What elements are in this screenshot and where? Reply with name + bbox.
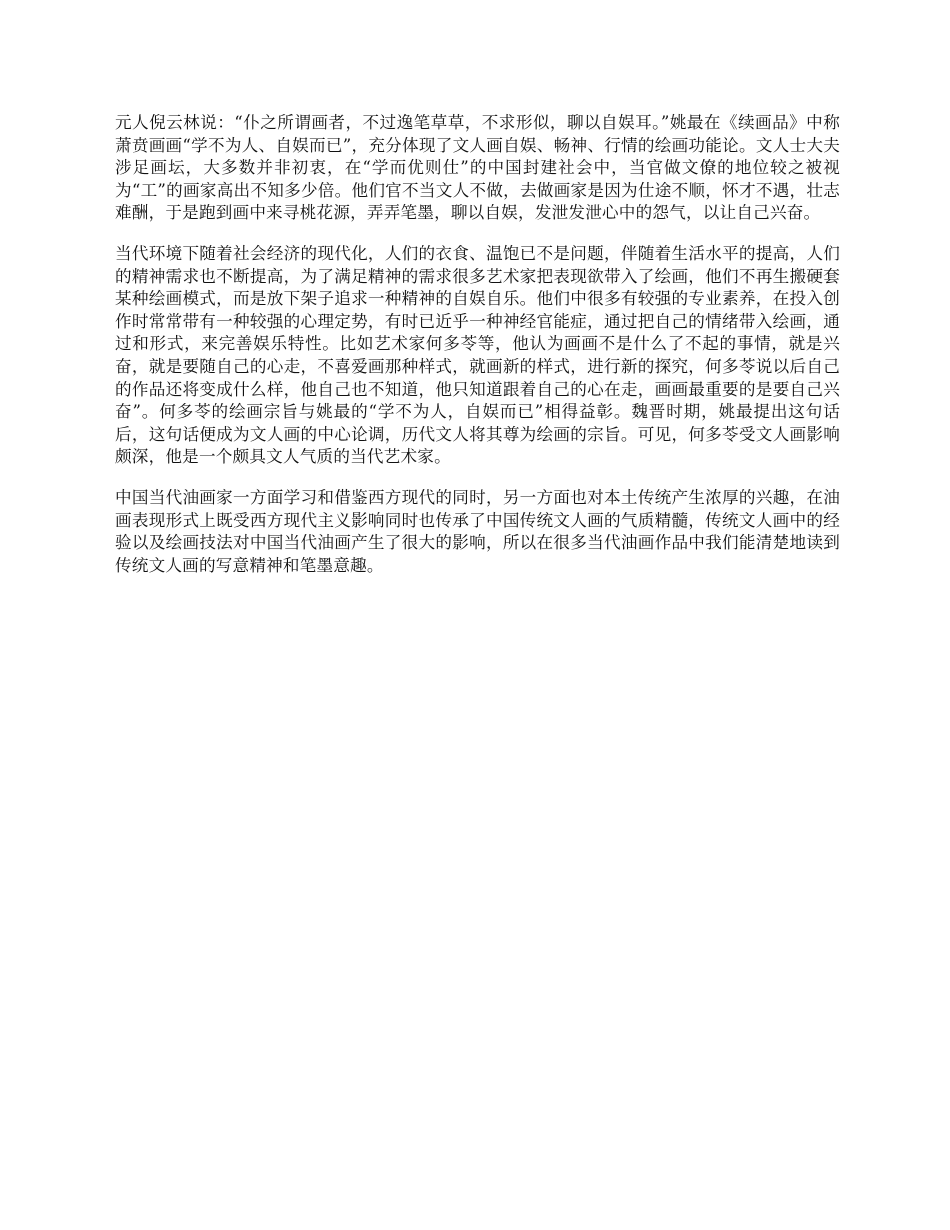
paragraph-2: 当代环境下随着社会经济的现代化，人们的衣食、温饱已不是问题，伴随着生活水平的提高，人们的精神需求也不断提高，为了满足精神的需求很多艺术家把表现欲带入了绘画，他们不再生搬硬套某种绘画模式，而是放下架子追求一种精神的自娱自乐。他们中很多有较强的专业素养，在投入创作时常常带有一种较强的心理定势，有时已近乎一种神经官能症，通过把自己的情绪带入绘画，通过和形式，来完善娱乐特性。比如艺术家何多苓等，他认为画画不是什么了不起的事情，就是兴奋，就是要随自己的心走，不喜爱画那种样式，就画新的样式，进行新的探究，何多苓说以后自己的作品还将变成什么样，他自己也不知道，他只知道跟着自己的心在走，画画最重要的是要自己兴奋”。何多苓的绘画宗旨与姚最的“学不为人，自娱而已”相得益彰。魏晋时期，姚最提出这句话后，这句话便成为文人画的中心论调，历代文人将其尊为绘画的宗旨。可见，何多苓受文人画影响颇深，他是一个颇具文人气质的当代艺术家。 xyxy=(115,243,840,467)
paragraph-1: 元人倪云林说：“仆之所谓画者，不过逸笔草草，不求形似，聊以自娱耳。”姚最在《续画品》中称萧贲画画“学不为人、自娱而已”，充分体现了文人画自娱、畅神、行情的绘画功能论。文人士大夫涉足画坛，大多数并非初衷，在“学而优则仕”的中国封建社会中，当官做文僚的地位较之被视为“工”的画家高出不知多少倍。他们官不当文人不做，去做画家是因为仕途不顺，怀才不遇，壮志难酬，于是跑到画中来寻桃花源，弄弄笔墨，聊以自娱，发泄发泄心中的怨气，以让自己兴奋。 xyxy=(115,113,840,223)
document-body xyxy=(115,112,840,595)
paragraph-3: 中国当代油画家一方面学习和借鉴西方现代的同时，另一方面也对本土传统产生浓厚的兴趣，在油画表现形式上既受西方现代主义影响同时也传承了中国传统文人画的气质精髓，传统文人画中的经验以及绘画技法对中国当代油画产生了很大的影响，所以在很多当代油画作品中我们能清楚地读到传统文人画的写意精神和笔墨意趣。 xyxy=(115,487,840,575)
